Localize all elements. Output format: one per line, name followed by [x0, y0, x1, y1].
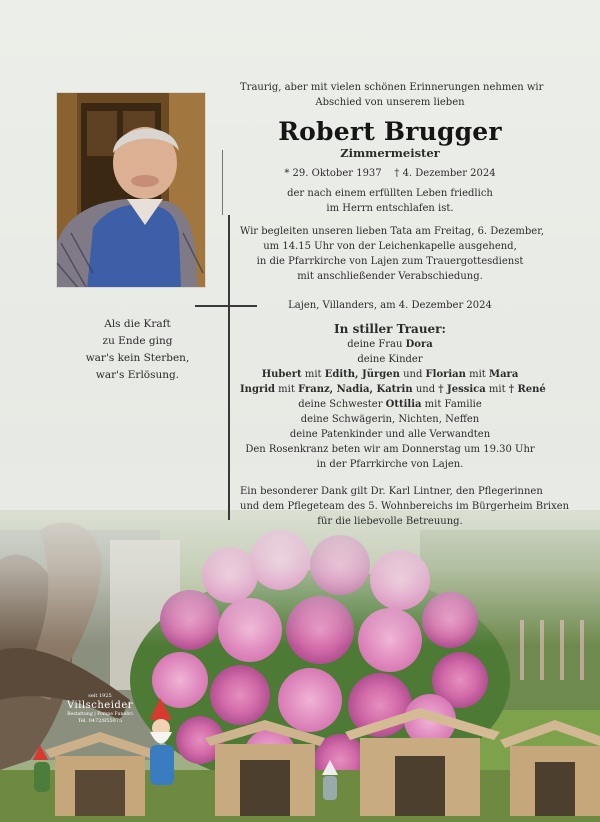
poem-line: war's kein Sterben,: [85, 352, 190, 364]
death-date: † 4. Dezember 2024: [394, 168, 496, 179]
mourner-text: mit: [485, 384, 509, 395]
mourner-name: Mara: [489, 369, 519, 380]
mourner-name: Florian: [425, 369, 466, 380]
cross-vertical-bar: [228, 215, 230, 520]
mourner-text: deine Frau: [347, 339, 406, 350]
logo-tagline: Bestattung | Pompe Funebri: [67, 712, 133, 717]
mourners-heading: In stiller Trauer:: [334, 322, 446, 336]
portrait-image: [57, 93, 206, 288]
mourner-text: und: [412, 384, 439, 395]
funeral-line: Wir begleiten unseren lieben Tata am Freitag, 6. Dezember,: [240, 226, 545, 237]
poem: [70, 316, 205, 384]
mourner-name: Ottilia: [385, 399, 422, 410]
mourner-line: deine Kinder: [357, 354, 423, 365]
mourner-text: deine Schwester: [298, 399, 386, 410]
mourner-line: [240, 337, 540, 352]
mourner-name: Hubert: [261, 369, 302, 380]
divider-line: [222, 150, 223, 215]
logo-phone: Tel. 0472/855075: [77, 718, 123, 724]
thanks-line: Ein besonderer Dank gilt Dr. Karl Lintner, den Pflegerinnen: [240, 486, 543, 497]
mourner-name: Edith, Jürgen: [324, 369, 400, 380]
intro-line: Traurig, aber mit vielen schönen Erinnerungen nehmen wir: [240, 82, 544, 93]
mourner-text: mit: [465, 369, 489, 380]
funeral-home-logo: [50, 693, 150, 725]
birth-date: * 29. Oktober 1937: [284, 168, 382, 179]
logo-since: seit 1925: [88, 693, 112, 699]
rosary-line: in der Pfarrkirche von Lajen.: [316, 459, 464, 470]
portrait-photo: [56, 92, 206, 288]
mourner-name: Franz, Nadia, Katrin: [298, 384, 413, 395]
mourner-text: und: [399, 369, 426, 380]
life-dates: [240, 166, 540, 181]
mourner-text: mit: [301, 369, 325, 380]
thanks-line: für die liebevolle Betreuung.: [317, 516, 463, 527]
mourner-name: † René: [508, 384, 546, 395]
logo-brand: Villscheider: [66, 700, 134, 711]
funeral-line: in die Pfarrkirche von Lajen zum Trauergottesdienst: [256, 256, 524, 267]
place-date: Lajen, Villanders, am 4. Dezember 2024: [288, 300, 492, 311]
deceased-name: Robert Brugger: [278, 117, 502, 146]
poem-line: zu Ende ging: [102, 335, 173, 347]
poem-line: war's Erlösung.: [95, 369, 180, 381]
intro-text: [240, 80, 544, 110]
mourner-line: [240, 382, 546, 397]
thanks-text: [240, 484, 570, 529]
passing-text: [240, 186, 540, 216]
mourner-line: deine Schwägerin, Nichten, Neffen: [300, 414, 480, 425]
poem-line: Als die Kraft: [104, 318, 171, 330]
mourner-line: [240, 397, 540, 412]
mourner-text: mit: [275, 384, 299, 395]
passing-line: der nach einem erfüllten Leben friedlich: [287, 188, 493, 199]
mourner-name: † Jessica: [438, 384, 486, 395]
rosary-info: [240, 442, 540, 472]
mourner-name: Ingrid: [240, 384, 275, 395]
mourner-text: mit Familie: [421, 399, 482, 410]
funeral-info: [240, 224, 545, 284]
mourners-list: [240, 322, 546, 442]
funeral-line: um 14.15 Uhr von der Leichenkapelle ausgehend,: [263, 241, 517, 252]
occupation: Zimmermeister: [340, 146, 440, 160]
passing-line: im Herrn entschlafen ist.: [326, 203, 454, 214]
mourner-line: [240, 367, 540, 382]
mourner-name: Dora: [405, 339, 433, 350]
intro-line: Abschied von unserem lieben: [315, 97, 465, 108]
rosary-line: Den Rosenkranz beten wir am Donnerstag um 19.30 Uhr: [245, 444, 535, 455]
funeral-line: mit anschließender Verabschiedung.: [297, 271, 483, 282]
mourner-line: deine Patenkinder und alle Verwandten: [289, 429, 491, 440]
thanks-line: und dem Pflegeteam des 5. Wohnbereichs im Bürgerheim Brixen: [240, 501, 570, 512]
